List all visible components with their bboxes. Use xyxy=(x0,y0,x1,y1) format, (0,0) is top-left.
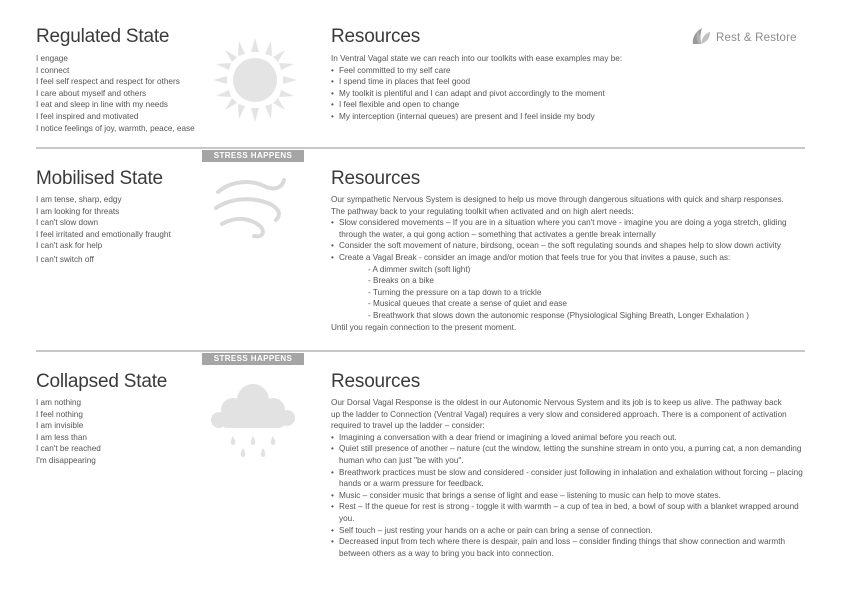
list-item: • Breathwork practices must be slow and considered - consider just following in inhalation and exhalation without forcing – placing hands or a warm pressure for feedback. xyxy=(331,467,803,490)
list-item: I am looking for threats xyxy=(36,206,120,216)
list-item: I can't ask for help xyxy=(36,241,103,251)
list-item: - Breathwork that slows down the autonomic response (Physiological Sighing Breath, Longer Exhalation ) xyxy=(368,310,749,320)
list-item: I am invisible xyxy=(36,421,84,431)
collapsed-resources-list xyxy=(331,432,803,560)
list-item: • My toolkit is plentiful and I can adapt and pivot accordingly to the moment xyxy=(331,88,801,100)
section-divider xyxy=(36,350,805,352)
mobilised-intro-1: Our sympathetic Nervous System is designed to help us move through dangerous situations with quick and sharp responses. xyxy=(331,195,784,204)
list-item: I'm disappearing xyxy=(36,455,96,465)
list-item: • I spend time in places that feel good xyxy=(331,76,801,88)
list-item: - A dimmer switch (soft light) xyxy=(368,264,471,274)
list-item: I am nothing xyxy=(36,398,82,407)
list-item: I feel inspired and motivated xyxy=(36,111,139,121)
list-item: I eat and sleep in line with my needs xyxy=(36,100,168,110)
list-item: • Slow considered movements – If you are in a situation where you can't move - imagine you are doing a yoga stretch, gliding through the water, a qui gong action – something that activates a gentle break internally xyxy=(331,217,801,240)
wind-icon xyxy=(212,172,292,242)
regulated-title: Regulated State xyxy=(36,26,170,47)
rain-cloud-icon xyxy=(203,380,303,460)
list-item: I engage xyxy=(36,54,68,63)
logo-text: Rest & Restore xyxy=(716,32,797,44)
mobilised-lines xyxy=(36,194,171,266)
list-item: • Self touch – just resting your hands on a ache or pain can bring a sense of connection. xyxy=(331,525,803,537)
mobilised-resources xyxy=(331,194,801,333)
mobilised-intro-2: The pathway back to your regulating toolkit when activated and on high alert needs: xyxy=(331,206,634,216)
collapsed-title: Collapsed State xyxy=(36,371,168,392)
mobilised-outro: Until you regain connection to the present moment. xyxy=(331,322,517,332)
collapsed-lines xyxy=(36,397,101,467)
list-item: • Quiet still presence of another – nature (cut the window, letting the sunshine stream in onto you, a purring cat, a non demanding human who can just "be with you". xyxy=(331,443,803,466)
lotus-icon xyxy=(690,24,712,46)
list-item: • I feel flexible and open to change xyxy=(331,99,801,111)
list-item: - Musical queues that create a sense of quiet and ease xyxy=(368,299,567,309)
stress-banner: STRESS HAPPENS xyxy=(202,353,304,365)
list-item: • Create a Vagal Break - consider an image and/or motion that feels true for you that invites a pause, such as: xyxy=(331,252,801,264)
regulated-resources-intro: In Ventral Vagal state we can reach into our toolkits with ease examples may be: xyxy=(331,54,623,63)
list-item: - Breaks on a bike xyxy=(368,276,434,286)
regulated-resources-list xyxy=(331,65,801,123)
list-item: • Consider the soft movement of nature, birdsong, ocean – the soft regulating sounds and shapes help to slow down activity xyxy=(331,240,801,252)
regulated-lines xyxy=(36,53,195,134)
list-item: I feel self respect and respect for others xyxy=(36,77,180,87)
list-item: • Music – consider music that brings a sense of light and ease – listening to music can help to move states. xyxy=(331,490,803,502)
collapsed-intro-line: up the ladder to Connection (Ventral Vagal) requires a very slow and considered approach. There is a component of activation xyxy=(331,409,787,419)
list-item: • Decreased input from tech where there is despair, pain and loss – consider finding things that show connection and warmth between others as a way to bring you back into connection. xyxy=(331,536,803,559)
sun-icon xyxy=(207,32,303,128)
list-item: I can't be reached xyxy=(36,444,101,454)
logo xyxy=(690,24,797,46)
list-item: I am tense, sharp, edgy xyxy=(36,195,122,204)
list-item: • Rest – If the queue for rest is strong - toggle it with warmth – a cup of tea in bed, a bowl of soup with a blanket wrapped around you. xyxy=(331,501,803,524)
list-item: • Feel committed to my self care xyxy=(331,65,801,77)
collapsed-intro-line: required to travel up the ladder – consider: xyxy=(331,421,485,431)
mobilised-resources-list xyxy=(331,217,801,263)
mobilised-title: Mobilised State xyxy=(36,168,163,189)
list-item: I feel irritated and emotionally fraught xyxy=(36,229,171,239)
list-item: I connect xyxy=(36,65,70,75)
list-item: • My interception (internal queues) are present and I feel inside my body xyxy=(331,111,801,123)
list-item: I notice feelings of joy, warmth, peace, ease xyxy=(36,123,195,133)
list-item: I can't switch off xyxy=(36,254,94,264)
collapsed-resources-title: Resources xyxy=(331,371,421,392)
list-item: • Imagining a conversation with a dear friend or imagining a loved animal before you reach out. xyxy=(331,432,803,444)
collapsed-intro-line: Our Dorsal Vagal Response is the oldest in our Autonomic Nervous System and its job is to keep us alive. The pathway back xyxy=(331,398,782,407)
mobilised-resources-title: Resources xyxy=(331,168,421,189)
collapsed-resources xyxy=(331,397,803,559)
list-item: I can't slow down xyxy=(36,218,99,228)
stress-banner: STRESS HAPPENS xyxy=(202,150,304,162)
vagal-break-list xyxy=(331,264,801,322)
list-item: - Turning the pressure on a tap down to a trickle xyxy=(368,287,542,297)
list-item: I feel nothing xyxy=(36,409,83,419)
list-item: I am less than xyxy=(36,432,87,442)
regulated-resources-title: Resources xyxy=(331,26,421,47)
list-item: I care about myself and others xyxy=(36,88,147,98)
section-divider xyxy=(36,147,805,149)
